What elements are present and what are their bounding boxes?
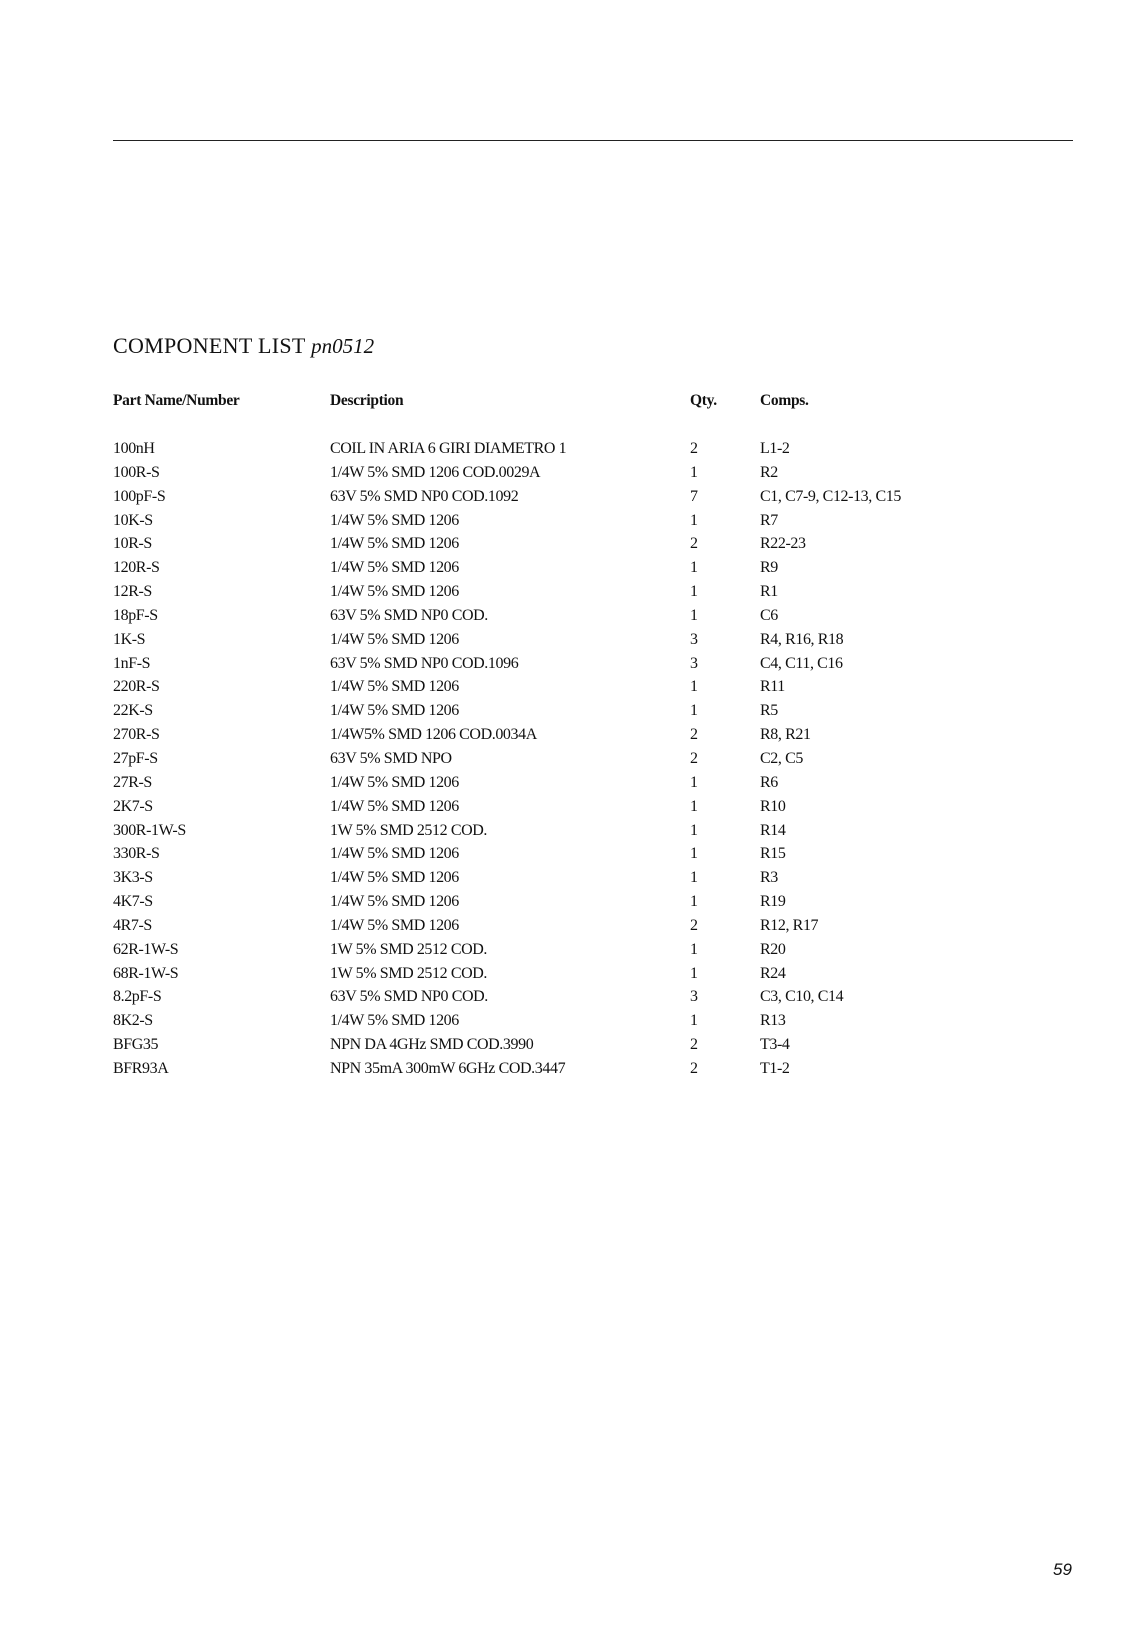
table-row xyxy=(0,845,1127,869)
cell-part: 27R-S xyxy=(113,773,152,791)
cell-qty: 3 xyxy=(690,988,698,1006)
table-row xyxy=(0,988,1127,1012)
cell-qty: 1 xyxy=(690,702,698,720)
cell-description: 1/4W 5% SMD 1206 xyxy=(330,702,459,720)
cell-description: 63V 5% SMD NP0 COD. xyxy=(330,606,488,624)
cell-description: 1/4W 5% SMD 1206 xyxy=(330,511,459,529)
component-table xyxy=(0,440,1127,1084)
cell-description: 63V 5% SMD NP0 COD.1096 xyxy=(330,654,519,672)
cell-comps: R3 xyxy=(760,869,778,887)
cell-comps: C1, C7-9, C12-13, C15 xyxy=(760,487,901,505)
cell-description: 1/4W 5% SMD 1206 xyxy=(330,678,459,696)
cell-qty: 1 xyxy=(690,964,698,982)
cell-comps: R12, R17 xyxy=(760,916,819,934)
cell-part: 300R-1W-S xyxy=(113,821,186,839)
cell-comps: R19 xyxy=(760,893,786,911)
cell-description: 1/4W 5% SMD 1206 xyxy=(330,559,459,577)
cell-qty: 1 xyxy=(690,606,698,624)
cell-part: 8K2-S xyxy=(113,1012,153,1030)
table-row xyxy=(0,607,1127,631)
cell-part: 100pF-S xyxy=(113,487,166,505)
cell-description: NPN DA 4GHz SMD COD.3990 xyxy=(330,1036,534,1054)
table-row xyxy=(0,798,1127,822)
cell-qty: 3 xyxy=(690,654,698,672)
cell-comps: R6 xyxy=(760,773,778,791)
cell-qty: 3 xyxy=(690,630,698,648)
cell-part: 3K3-S xyxy=(113,869,153,887)
table-row xyxy=(0,488,1127,512)
table-row xyxy=(0,535,1127,559)
table-row xyxy=(0,941,1127,965)
cell-comps: R11 xyxy=(760,678,785,696)
cell-qty: 2 xyxy=(690,1036,698,1054)
cell-comps: R13 xyxy=(760,1012,786,1030)
cell-part: 68R-1W-S xyxy=(113,964,179,982)
cell-comps: C3, C10, C14 xyxy=(760,988,844,1006)
table-row xyxy=(0,631,1127,655)
cell-description: 63V 5% SMD NP0 COD.1092 xyxy=(330,487,519,505)
cell-description: 1W 5% SMD 2512 COD. xyxy=(330,964,488,982)
table-row xyxy=(0,655,1127,679)
cell-qty: 1 xyxy=(690,583,698,601)
table-row xyxy=(0,1060,1127,1084)
cell-comps: C4, C11, C16 xyxy=(760,654,843,672)
cell-qty: 1 xyxy=(690,773,698,791)
title-main: COMPONENT LIST xyxy=(113,333,306,358)
cell-part: 270R-S xyxy=(113,726,160,744)
cell-part: 8.2pF-S xyxy=(113,988,162,1006)
cell-part: 12R-S xyxy=(113,583,152,601)
cell-part: 1K-S xyxy=(113,630,146,648)
table-row xyxy=(0,512,1127,536)
page-number: 59 xyxy=(1053,1560,1072,1579)
cell-qty: 2 xyxy=(690,916,698,934)
cell-comps: R9 xyxy=(760,559,778,577)
cell-description: 1/4W 5% SMD 1206 xyxy=(330,869,459,887)
cell-comps: R8, R21 xyxy=(760,726,811,744)
cell-qty: 2 xyxy=(690,749,698,767)
cell-description: 1/4W 5% SMD 1206 xyxy=(330,797,459,815)
cell-part: 1nF-S xyxy=(113,654,151,672)
cell-qty: 1 xyxy=(690,893,698,911)
cell-description: 1/4W 5% SMD 1206 xyxy=(330,845,459,863)
cell-description: 63V 5% SMD NP0 COD. xyxy=(330,988,488,1006)
cell-comps: R10 xyxy=(760,797,786,815)
cell-description: 1/4W 5% SMD 1206 COD.0029A xyxy=(330,463,541,481)
cell-part: BFR93A xyxy=(113,1059,169,1077)
cell-comps: R22-23 xyxy=(760,535,806,553)
top-rule xyxy=(113,140,1073,141)
page-title xyxy=(113,333,374,359)
cell-comps: R2 xyxy=(760,463,778,481)
cell-qty: 1 xyxy=(690,869,698,887)
cell-description: 1/4W 5% SMD 1206 xyxy=(330,893,459,911)
table-row xyxy=(0,678,1127,702)
table-row xyxy=(0,1012,1127,1036)
cell-comps: R1 xyxy=(760,583,778,601)
cell-qty: 1 xyxy=(690,678,698,696)
cell-part: 22K-S xyxy=(113,702,153,720)
cell-comps: L1-2 xyxy=(760,440,790,457)
cell-comps: T1-2 xyxy=(760,1059,790,1077)
cell-description: 1/4W 5% SMD 1206 xyxy=(330,773,459,791)
cell-comps: R5 xyxy=(760,702,778,720)
cell-part: 4K7-S xyxy=(113,893,153,911)
cell-description: 1/4W 5% SMD 1206 xyxy=(330,583,459,601)
cell-comps: C2, C5 xyxy=(760,749,803,767)
cell-description: 1W 5% SMD 2512 COD. xyxy=(330,821,488,839)
cell-part: 27pF-S xyxy=(113,749,158,767)
cell-part: 220R-S xyxy=(113,678,160,696)
cell-description: 1W 5% SMD 2512 COD. xyxy=(330,940,488,958)
table-row xyxy=(0,917,1127,941)
cell-comps: R7 xyxy=(760,511,778,529)
cell-comps: R4, R16, R18 xyxy=(760,630,844,648)
cell-description: COIL IN ARIA 6 GIRI DIAMETRO 1 xyxy=(330,440,567,457)
table-row xyxy=(0,726,1127,750)
cell-comps: R15 xyxy=(760,845,786,863)
cell-part: 18pF-S xyxy=(113,606,158,624)
cell-part: 120R-S xyxy=(113,559,160,577)
table-row xyxy=(0,869,1127,893)
cell-description: 63V 5% SMD NPO xyxy=(330,749,452,767)
cell-comps: T3-4 xyxy=(760,1036,790,1054)
table-row xyxy=(0,774,1127,798)
cell-qty: 1 xyxy=(690,559,698,577)
header-comps: Comps. xyxy=(760,392,809,409)
table-row xyxy=(0,440,1127,464)
cell-description: 1/4W 5% SMD 1206 xyxy=(330,1012,459,1030)
cell-comps: R14 xyxy=(760,821,786,839)
cell-comps: R24 xyxy=(760,964,786,982)
cell-qty: 7 xyxy=(690,487,698,505)
cell-part: 330R-S xyxy=(113,845,160,863)
header-qty: Qty. xyxy=(690,392,717,409)
cell-part: 4R7-S xyxy=(113,916,152,934)
header-part: Part Name/Number xyxy=(113,392,240,409)
table-row xyxy=(0,1036,1127,1060)
cell-qty: 1 xyxy=(690,463,698,481)
cell-part: 10K-S xyxy=(113,511,153,529)
cell-comps: C6 xyxy=(760,606,778,624)
cell-part: BFG35 xyxy=(113,1036,159,1054)
table-header xyxy=(0,392,1127,412)
title-code: pn0512 xyxy=(311,334,375,358)
cell-qty: 1 xyxy=(690,797,698,815)
header-description: Description xyxy=(330,392,404,409)
cell-qty: 1 xyxy=(690,1012,698,1030)
cell-qty: 1 xyxy=(690,940,698,958)
table-row xyxy=(0,750,1127,774)
cell-comps: R20 xyxy=(760,940,786,958)
cell-qty: 2 xyxy=(690,440,698,457)
cell-description: 1/4W 5% SMD 1206 xyxy=(330,535,459,553)
cell-qty: 1 xyxy=(690,821,698,839)
cell-description: 1/4W5% SMD 1206 COD.0034A xyxy=(330,726,537,744)
table-row xyxy=(0,464,1127,488)
cell-part: 2K7-S xyxy=(113,797,153,815)
cell-description: 1/4W 5% SMD 1206 xyxy=(330,916,459,934)
cell-qty: 1 xyxy=(690,511,698,529)
table-row xyxy=(0,559,1127,583)
cell-part: 10R-S xyxy=(113,535,152,553)
cell-qty: 2 xyxy=(690,535,698,553)
table-row xyxy=(0,822,1127,846)
table-row xyxy=(0,893,1127,917)
cell-description: 1/4W 5% SMD 1206 xyxy=(330,630,459,648)
table-row xyxy=(0,583,1127,607)
table-row xyxy=(0,702,1127,726)
cell-part: 100R-S xyxy=(113,463,160,481)
cell-qty: 2 xyxy=(690,1059,698,1077)
table-row xyxy=(0,965,1127,989)
cell-part: 100nH xyxy=(113,440,155,457)
cell-qty: 1 xyxy=(690,845,698,863)
cell-qty: 2 xyxy=(690,726,698,744)
cell-part: 62R-1W-S xyxy=(113,940,179,958)
cell-description: NPN 35mA 300mW 6GHz COD.3447 xyxy=(330,1059,566,1077)
